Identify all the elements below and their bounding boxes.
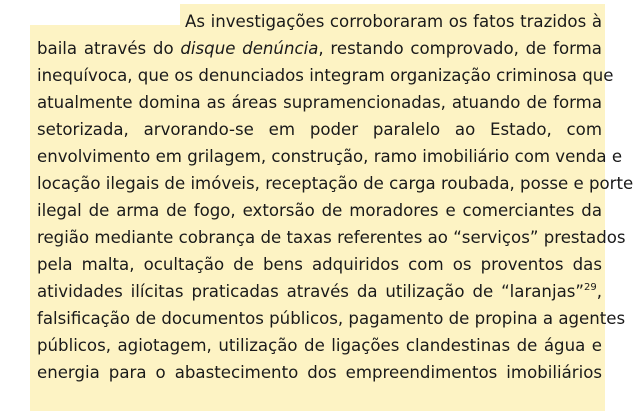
- paragraph-line-10: pela malta, ocultação de bens adquiridos com os proventos das: [37, 255, 602, 274]
- paragraph-line-4: atualmente domina as áreas supramencionadas, atuando de forma: [37, 93, 602, 112]
- paragraph-line-6: envolvimento em grilagem, construção, ramo imobiliário com venda e: [37, 147, 623, 166]
- paragraph-line-5: setorizada, arvorando-se em poder paralelo ao Estado, com: [37, 120, 602, 139]
- paragraph-line-7: locação ilegais de imóveis, receptação de carga roubada, posse e porte: [37, 174, 634, 193]
- paragraph-line-11: atividades ilícitas praticadas através da utilização de “laranjas”$^{29}$,: [37, 282, 602, 301]
- paragraph-line-3: inequívoca, que os denunciados integram organização criminosa que: [37, 66, 614, 85]
- paragraph-line-2: baila através do disque denúncia, restando comprovado, de forma: [37, 39, 602, 58]
- footnote-reference[interactable]: 29: [583, 282, 597, 293]
- paragraph-line-9: região mediante cobrança de taxas referentes ao “serviços” prestados: [37, 228, 626, 247]
- paragraph-line-13: públicos, agiotagem, utilização de ligações clandestinas de água e: [37, 336, 602, 355]
- paragraph-line-1: As investigações corroboraram os fatos trazidos à: [185, 12, 602, 31]
- paragraph-line-14: energia para o abastecimento dos empreendimentos imobiliários: [37, 363, 602, 382]
- paragraph-line-12: falsificação de documentos públicos, pagamento de propina a agentes: [37, 309, 626, 328]
- paragraph-line-8: ilegal de arma de fogo, extorsão de moradores e comerciantes da: [37, 201, 602, 220]
- emphasis-disque-denuncia: disque denúncia: [180, 39, 319, 58]
